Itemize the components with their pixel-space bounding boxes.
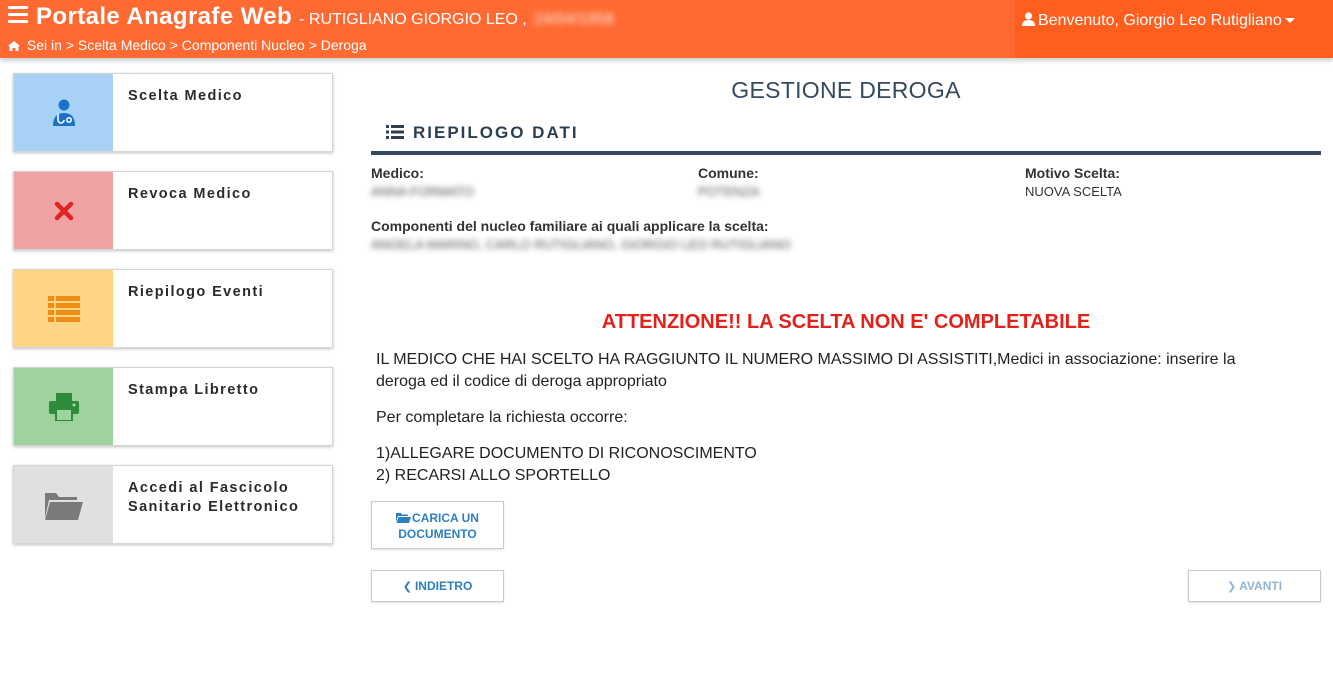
section-header [386, 123, 579, 143]
print-icon [49, 393, 79, 421]
patient-birthdate: 24/04/1958 [533, 11, 614, 28]
list-icon [48, 296, 80, 322]
top-bar [0, 0, 1333, 58]
breadcrumb-item-scelta-medico[interactable]: Scelta Medico [77, 37, 166, 53]
icon-box [14, 270, 113, 347]
chevron-left-icon: ❮ [402, 581, 412, 593]
list-ul-icon [386, 125, 404, 139]
sidebar-item-revoca-medico[interactable] [13, 171, 333, 250]
icon-box [14, 74, 113, 151]
folder-open-icon [396, 512, 411, 523]
close-icon [54, 201, 74, 221]
medico-value: ANNA FORMATO [371, 184, 474, 199]
step-1: 1)ALLEGARE DOCUMENTO DI RICONOSCIMENTO [376, 445, 757, 462]
comune-value: POTENZA [698, 184, 760, 199]
section-title: RIEPILOGO DATI [413, 123, 579, 142]
page-title: GESTIONE DEROGA [731, 77, 961, 103]
comune-label: Comune: [698, 165, 759, 181]
sidebar-item-riepilogo-eventi[interactable] [13, 269, 333, 348]
warning-message: ATTENZIONE!! LA SCELTA NON E' COMPLETABILE [601, 311, 1091, 333]
user-greeting: Benvenuto, Giorgio Leo Rutigliano [1038, 12, 1282, 29]
step-2: 2) RECARSI ALLO SPORTELLO [376, 467, 611, 484]
patient-name: - RUTIGLIANO GIORGIO LEO , [299, 11, 527, 28]
back-button-label: INDIETRO [414, 579, 473, 593]
icon-box [14, 466, 113, 543]
icon-box [14, 172, 113, 249]
icon-box [14, 368, 113, 445]
breadcrumb-item-deroga: Deroga [320, 37, 367, 53]
home-icon [8, 41, 20, 51]
sidebar-item-label: Riepilogo Eventi [128, 284, 264, 300]
componenti-label: Componenti del nucleo familiare ai quali applicare la scelta: [371, 218, 769, 234]
sidebar-item-scelta-medico[interactable] [13, 73, 333, 152]
sidebar-item-fascicolo-sanitario[interactable] [13, 465, 333, 544]
upload-document-label: CARICA UN DOCUMENTO [398, 511, 479, 541]
instructions-text: Per completare la richiesta occorre: [376, 409, 628, 426]
app-title-text: Portale Anagrafe Web [36, 3, 293, 30]
user-icon [1022, 12, 1035, 26]
sidebar-item-label: Scelta Medico [128, 88, 243, 104]
next-button-label: AVANTI [1239, 579, 1283, 593]
hamburger-menu-icon[interactable] [8, 6, 28, 26]
next-button[interactable] [1188, 570, 1321, 602]
medico-label: Medico: [371, 165, 424, 181]
componenti-value: ANGELA MARINO, CARLO RUTIGLIANO, GIORGIO LEO RUTIGLIANO [371, 237, 791, 252]
sidebar-item-label: Accedi al Fascicolo Sanitario Elettronico [128, 480, 300, 515]
caret-down-icon [1285, 18, 1295, 23]
breadcrumb-separator: > [169, 37, 178, 53]
motivo-value: NUOVA SCELTA [1025, 184, 1122, 199]
sidebar-item-label: Revoca Medico [128, 186, 252, 202]
upload-document-button[interactable] [371, 501, 504, 549]
breadcrumb [8, 37, 367, 53]
breadcrumb-separator: > [308, 37, 317, 53]
motivo-label: Motivo Scelta: [1025, 165, 1120, 181]
breadcrumb-item-componenti-nucleo[interactable]: Componenti Nucleo [181, 37, 305, 53]
section-divider [371, 151, 1321, 155]
breadcrumb-separator: > [65, 37, 74, 53]
app-title [36, 3, 614, 31]
doctor-icon [51, 99, 77, 127]
error-description: IL MEDICO CHE HAI SCELTO HA RAGGIUNTO IL NUMERO MASSIMO DI ASSISTITI,Medici in associazione: inserire la deroga ed il codice di deroga appropriato [376, 351, 1236, 390]
sidebar-item-label: Stampa Libretto [128, 382, 260, 398]
chevron-right-icon: ❯ [1226, 581, 1237, 593]
breadcrumb-item-sei-in[interactable]: Sei in [26, 37, 62, 53]
sidebar-item-stampa-libretto[interactable] [13, 367, 333, 446]
user-menu[interactable] [1022, 12, 1295, 30]
folder-open-icon [45, 490, 83, 520]
back-button[interactable] [371, 570, 504, 602]
